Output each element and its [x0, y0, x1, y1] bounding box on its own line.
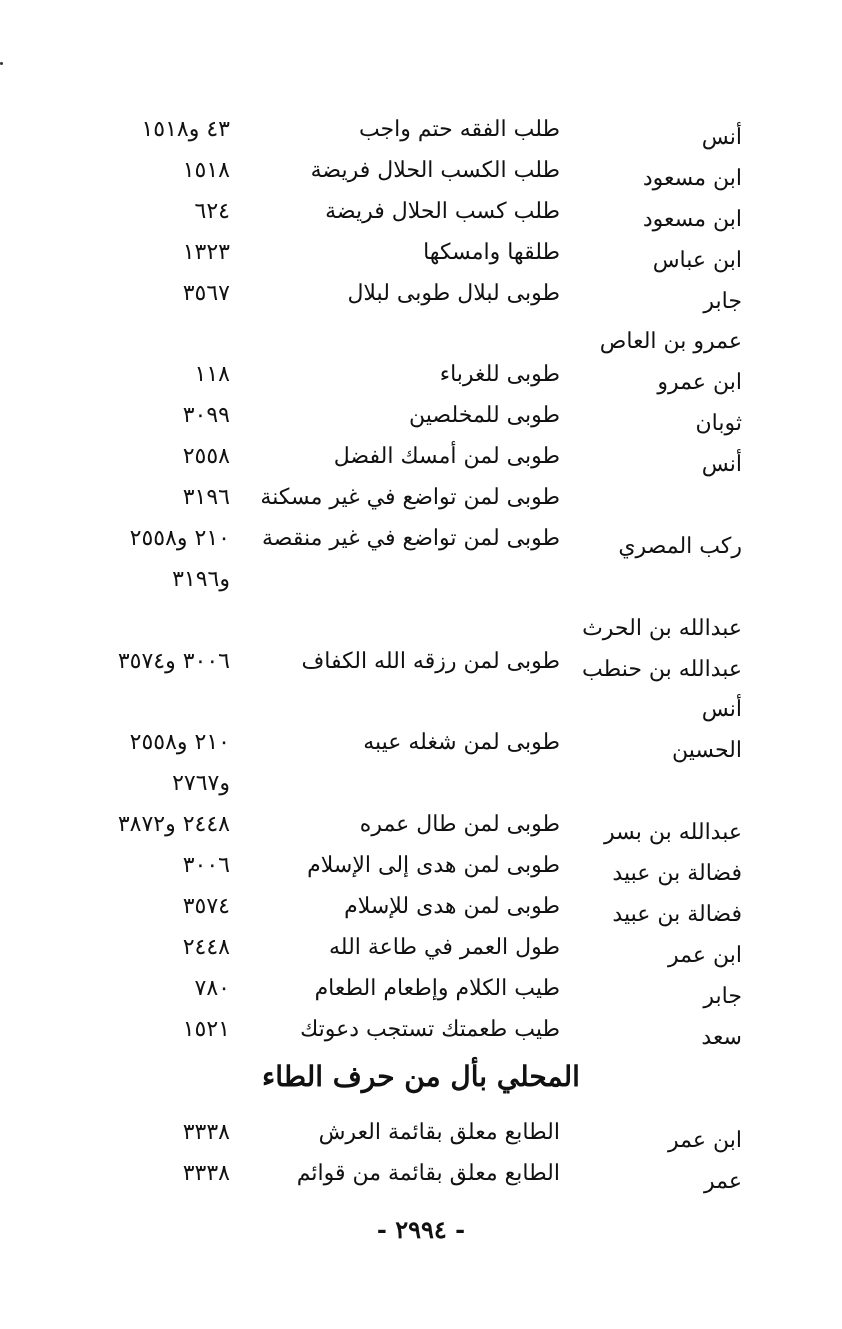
hadith-reference: و٢٧٦٧	[172, 771, 230, 797]
index-row	[0, 1113, 842, 1154]
hadith-reference: ٢١٠ و٢٥٥٨	[129, 525, 230, 551]
narrator-name: ركب المصري	[618, 533, 742, 559]
hadith-text: طلب الفقه حتم واجب	[358, 117, 560, 142]
hadith-reference: ٧٨٠	[194, 975, 230, 1001]
narrator-name: ابن عمر	[668, 1128, 742, 1153]
hadith-text: طيب الكلام وإطعام الطعام	[314, 975, 560, 1001]
hadith-text: طوبى لمن تواضع في غير منقصة	[261, 525, 560, 551]
narrator-name: عبدالله بن بسر	[604, 820, 742, 846]
narrator-name: ابن مسعود	[642, 206, 742, 232]
index-row	[0, 314, 842, 355]
index-row	[0, 478, 842, 519]
hadith-text: طيب طعمتك تستجب دعوتك	[300, 1016, 560, 1042]
hadith-text: الطابع معلق بقائمة من قوائم	[296, 1160, 560, 1186]
index-row	[0, 192, 842, 233]
hadith-reference: ٢١٠ و٢٥٥٨	[129, 730, 230, 756]
hadith-reference: ١٣٢٣	[182, 239, 230, 265]
narrator-name: ابن عمرو	[657, 370, 742, 396]
narrator-name: فضالة بن عبيد	[612, 901, 742, 927]
margin-mark	[0, 62, 3, 65]
index-row	[0, 1154, 842, 1195]
narrator-name: ابن مسعود	[642, 165, 742, 191]
hadith-reference: و٣١٩٦	[172, 566, 230, 592]
narrator-name: عبدالله بن حنطب	[582, 656, 742, 682]
index-row	[0, 274, 842, 315]
hadith-reference: ٣٠٠٦ و٣٥٧٤	[117, 648, 230, 674]
index-row	[0, 560, 842, 601]
hadith-reference: ٣٠٩٩	[182, 403, 230, 429]
index-row	[0, 642, 842, 683]
index-row	[0, 233, 842, 274]
narrator-name: الحسين	[671, 738, 742, 764]
narrator-name: فضالة بن عبيد	[612, 861, 742, 887]
narrator-name: ثوبان	[695, 411, 742, 437]
index-list	[0, 110, 842, 1050]
narrator-name: عمرو بن العاص	[599, 329, 742, 355]
hadith-reference: ٢٤٤٨	[182, 934, 230, 960]
narrator-name: سعد	[701, 1024, 742, 1050]
hadith-text: طوبى لمن هدى إلى الإسلام	[307, 853, 560, 879]
narrator-name: ابن عباس	[652, 247, 742, 273]
index-row	[0, 519, 842, 560]
hadith-reference: ١٥١٨	[182, 157, 230, 183]
hadith-text: طوبى لمن طال عمره	[359, 812, 560, 838]
index-row	[0, 887, 842, 928]
hadith-reference: ٣١٩٦	[182, 485, 230, 511]
index-row	[0, 437, 842, 478]
index-row	[0, 1010, 842, 1051]
hadith-reference: ٣٣٣٨	[182, 1160, 230, 1186]
index-row	[0, 805, 842, 846]
hadith-reference: ٤٣ و١٥١٨	[141, 117, 230, 142]
hadith-reference: ٣٥٦٧	[182, 280, 230, 306]
hadith-reference: ٦٢٤	[194, 198, 230, 224]
hadith-text: طوبى لمن تواضع في غير مسكنة	[260, 485, 560, 511]
hadith-text: الطابع معلق بقائمة العرش	[318, 1120, 560, 1145]
narrator-name: عمر	[704, 1168, 742, 1194]
hadith-text: طوبى للغرباء	[439, 362, 560, 388]
hadith-text: طلقها وامسكها	[423, 239, 560, 265]
hadith-text: طوبى للمخلصين	[409, 403, 560, 429]
index-row	[0, 723, 842, 764]
narrator-name: أنس	[701, 697, 742, 723]
hadith-text: طوبى لمن هدى للإسلام	[344, 893, 560, 919]
narrator-name: أنس	[701, 452, 742, 478]
narrator-name: أنس	[701, 125, 742, 150]
hadith-text: طول العمر في طاعة الله	[329, 934, 560, 960]
hadith-reference: ٢٥٥٨	[182, 444, 230, 470]
hadith-text: طوبى لمن رزقه الله الكفاف	[301, 648, 560, 674]
hadith-text: طلب الكسب الحلال فريضة	[310, 157, 560, 183]
index-row	[0, 764, 842, 805]
hadith-reference: ٣٥٧٤	[182, 893, 230, 919]
narrator-name: ابن عمر	[668, 942, 742, 968]
hadith-text: طوبى لبلال طوبى لبلال	[347, 280, 560, 306]
narrator-name: جابر	[703, 288, 742, 314]
index-row	[0, 396, 842, 437]
index-list-2	[0, 1113, 842, 1195]
hadith-reference: ٣٠٠٦	[182, 853, 230, 879]
index-row	[0, 355, 842, 396]
hadith-text: طوبى لمن شغله عيبه	[363, 730, 560, 756]
index-row	[0, 682, 842, 723]
narrator-name: عبدالله بن الحرث	[582, 615, 742, 641]
narrator-name: جابر	[703, 983, 742, 1009]
hadith-reference: ١٥٢١	[182, 1016, 230, 1042]
hadith-reference: ٢٤٤٨ و٣٨٧٢	[117, 812, 230, 838]
index-row	[0, 110, 842, 151]
page-number: - ٢٩٩٤ -	[376, 1215, 466, 1244]
section-heading: المحلي بأل من حرف الطاء	[262, 1060, 580, 1093]
index-row	[0, 151, 842, 192]
hadith-reference: ١١٨	[194, 362, 230, 388]
index-row	[0, 969, 842, 1010]
index-row	[0, 846, 842, 887]
hadith-text: طلب كسب الحلال فريضة	[325, 198, 560, 224]
hadith-reference: ٣٣٣٨	[182, 1120, 230, 1145]
index-row	[0, 601, 842, 642]
index-row	[0, 928, 842, 969]
hadith-text: طوبى لمن أمسك الفضل	[333, 444, 560, 470]
